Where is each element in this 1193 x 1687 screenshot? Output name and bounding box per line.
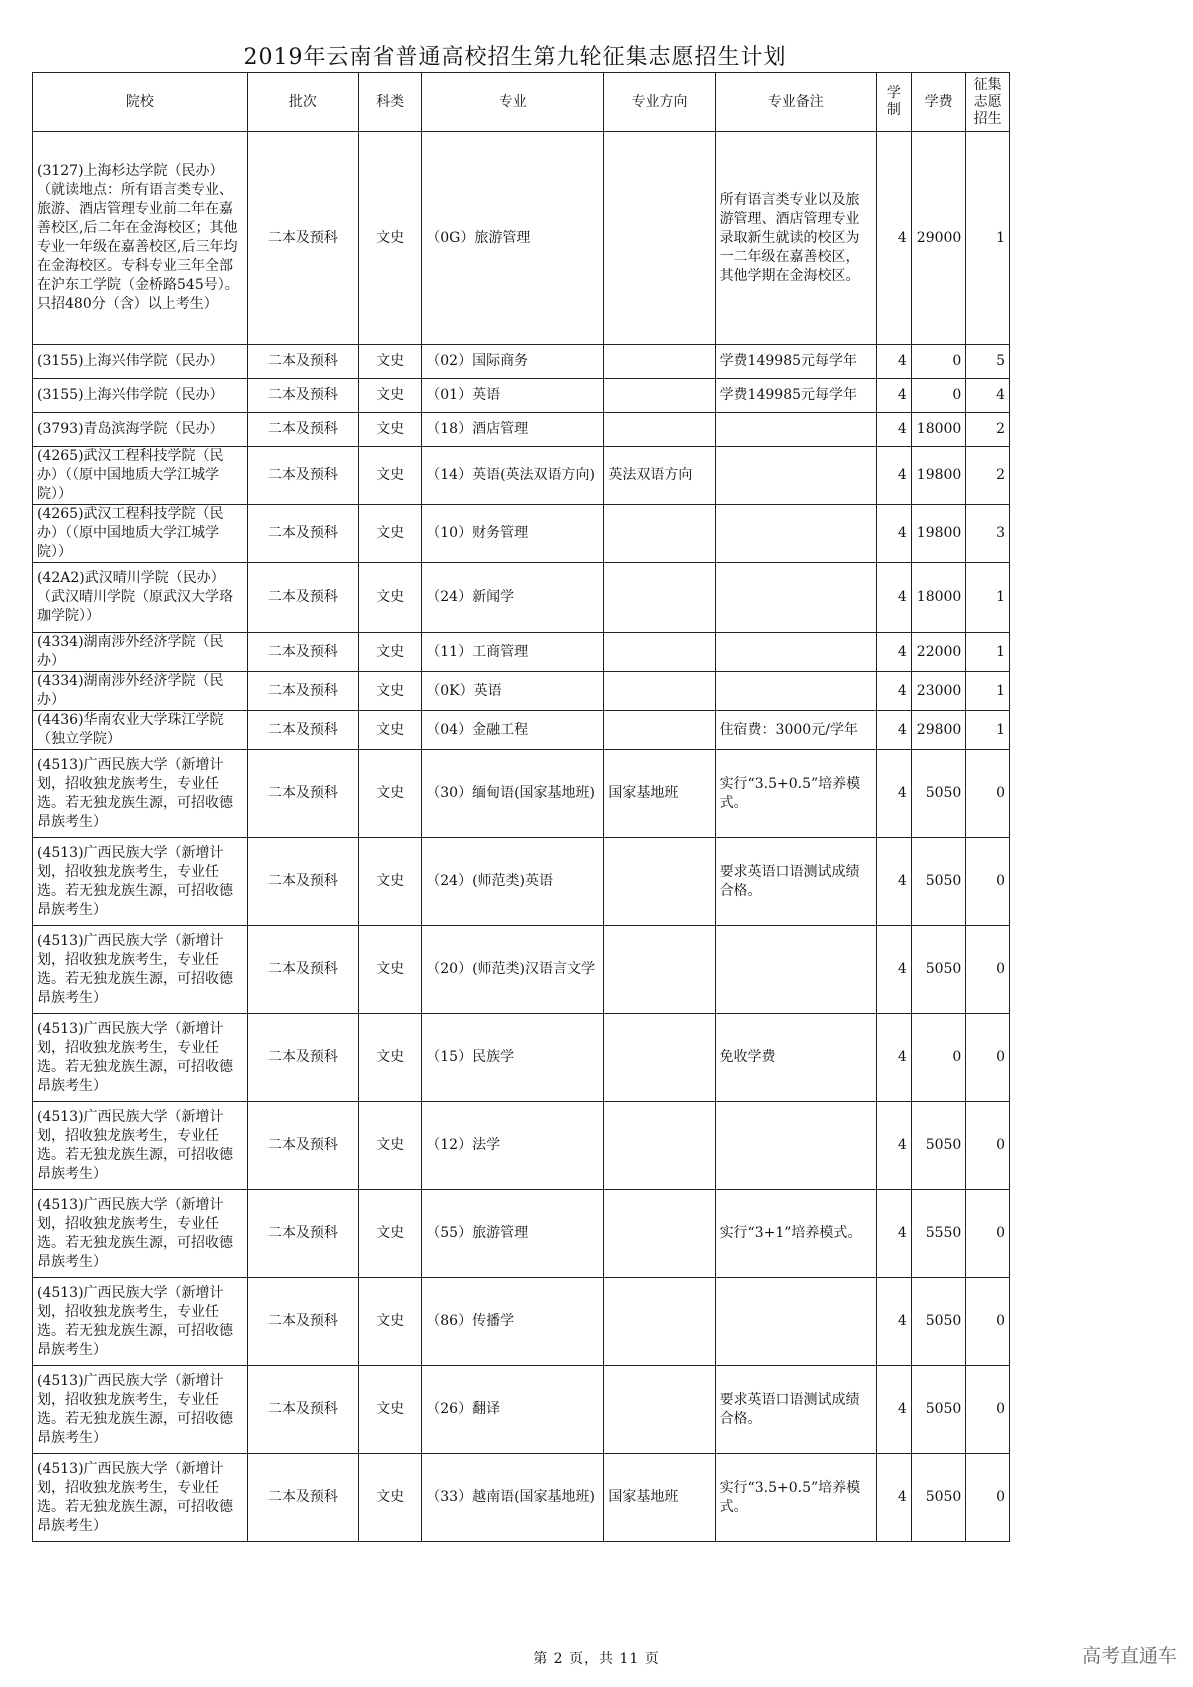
cell-direction: 国家基地班 — [604, 1454, 715, 1542]
cell-fee: 0 — [911, 1014, 966, 1102]
cell-category: 文史 — [359, 379, 422, 413]
cell-fee: 5050 — [911, 1366, 966, 1454]
cell-batch: 二本及预科 — [247, 750, 358, 838]
cell-school: (42A2)武汉晴川学院（民办）（武汉晴川学院（原武汉大学珞珈学院）） — [33, 563, 248, 633]
cell-category: 文史 — [359, 1014, 422, 1102]
cell-quota: 1 — [966, 711, 1010, 750]
cell-direction — [604, 1366, 715, 1454]
cell-direction: 英法双语方向 — [604, 447, 715, 505]
cell-batch: 二本及预科 — [247, 1102, 358, 1190]
table-row — [33, 1102, 1010, 1190]
cell-direction — [604, 379, 715, 413]
table-row — [33, 505, 1010, 563]
cell-major: （18）酒店管理 — [422, 413, 604, 447]
cell-batch: 二本及预科 — [247, 711, 358, 750]
cell-category: 文史 — [359, 750, 422, 838]
cell-batch: 二本及预科 — [247, 1014, 358, 1102]
cell-major: （14）英语(英法双语方向) — [422, 447, 604, 505]
cell-years: 4 — [876, 447, 911, 505]
cell-category: 文史 — [359, 413, 422, 447]
table-row — [33, 838, 1010, 926]
header-major: 专业 — [422, 73, 604, 132]
header-years: 学制 — [876, 73, 911, 132]
cell-category: 文史 — [359, 1454, 422, 1542]
cell-years: 4 — [876, 1190, 911, 1278]
cell-school: (4513)广西民族大学（新增计划，招收独龙族考生，专业任选。若无独龙族生源，可招收德昂族考生） — [33, 1102, 248, 1190]
cell-major: （12）法学 — [422, 1102, 604, 1190]
cell-school: (4334)湖南涉外经济学院（民办） — [33, 672, 248, 711]
cell-batch: 二本及预科 — [247, 838, 358, 926]
cell-major: （02）国际商务 — [422, 345, 604, 379]
cell-years: 4 — [876, 838, 911, 926]
cell-school: (4513)广西民族大学（新增计划，招收独龙族考生，专业任选。若无独龙族生源，可招收德昂族考生） — [33, 838, 248, 926]
cell-major: （20）(师范类)汉语言文学 — [422, 926, 604, 1014]
cell-direction: 国家基地班 — [604, 750, 715, 838]
header-direction: 专业方向 — [604, 73, 715, 132]
cell-years: 4 — [876, 413, 911, 447]
table-row — [33, 379, 1010, 413]
watermark: 高考直通车 — [1081, 1645, 1177, 1667]
cell-fee: 22000 — [911, 633, 966, 672]
cell-school: (3155)上海兴伟学院（民办） — [33, 345, 248, 379]
cell-years: 4 — [876, 672, 911, 711]
cell-quota: 0 — [966, 1454, 1010, 1542]
cell-remark — [715, 1102, 876, 1190]
cell-fee: 19800 — [911, 505, 966, 563]
cell-quota: 0 — [966, 1190, 1010, 1278]
cell-remark — [715, 563, 876, 633]
cell-batch: 二本及预科 — [247, 447, 358, 505]
cell-batch: 二本及预科 — [247, 672, 358, 711]
cell-direction — [604, 563, 715, 633]
cell-direction — [604, 1190, 715, 1278]
cell-category: 文史 — [359, 926, 422, 1014]
cell-major: （04）金融工程 — [422, 711, 604, 750]
cell-major: （24）新闻学 — [422, 563, 604, 633]
cell-direction — [604, 1102, 715, 1190]
header-quota: 征集志愿招生 — [966, 73, 1010, 132]
cell-category: 文史 — [359, 345, 422, 379]
cell-category: 文史 — [359, 447, 422, 505]
cell-quota: 0 — [966, 1278, 1010, 1366]
cell-fee: 18000 — [911, 413, 966, 447]
table-row — [33, 633, 1010, 672]
table-row — [33, 1190, 1010, 1278]
cell-quota: 0 — [966, 1102, 1010, 1190]
cell-school: (4436)华南农业大学珠江学院（独立学院） — [33, 711, 248, 750]
cell-category: 文史 — [359, 1366, 422, 1454]
cell-batch: 二本及预科 — [247, 563, 358, 633]
cell-category: 文史 — [359, 711, 422, 750]
cell-batch: 二本及预科 — [247, 413, 358, 447]
cell-school: (3793)青岛滨海学院（民办） — [33, 413, 248, 447]
table-row — [33, 345, 1010, 379]
cell-remark: 学费149985元每学年 — [715, 379, 876, 413]
cell-remark — [715, 672, 876, 711]
cell-category: 文史 — [359, 633, 422, 672]
cell-fee: 5050 — [911, 750, 966, 838]
cell-direction — [604, 926, 715, 1014]
cell-direction — [604, 505, 715, 563]
cell-direction — [604, 672, 715, 711]
cell-direction — [604, 711, 715, 750]
cell-fee: 5050 — [911, 838, 966, 926]
cell-fee: 18000 — [911, 563, 966, 633]
cell-quota: 1 — [966, 672, 1010, 711]
cell-quota: 4 — [966, 379, 1010, 413]
cell-remark: 免收学费 — [715, 1014, 876, 1102]
table-header-row — [33, 73, 1010, 132]
cell-fee: 5050 — [911, 1102, 966, 1190]
cell-batch: 二本及预科 — [247, 1190, 358, 1278]
page-footer: 第 2 页，共 11 页 — [533, 1651, 660, 1667]
cell-quota: 1 — [966, 633, 1010, 672]
cell-school: (3127)上海杉达学院（民办）（就读地点：所有语言类专业、旅游、酒店管理专业前二年在嘉善校区,后二年在金海校区；其他专业一年级在嘉善校区,后三年均在金海校区。专科专业三年全部在沪东工学院（金桥路545号）。只招480分（含）以上考生） — [33, 132, 248, 345]
cell-batch: 二本及预科 — [247, 505, 358, 563]
cell-remark — [715, 633, 876, 672]
cell-major: （30）缅甸语(国家基地班) — [422, 750, 604, 838]
cell-fee: 5050 — [911, 1454, 966, 1542]
cell-major: （24）(师范类)英语 — [422, 838, 604, 926]
table-row — [33, 413, 1010, 447]
cell-fee: 29800 — [911, 711, 966, 750]
cell-major: （55）旅游管理 — [422, 1190, 604, 1278]
cell-quota: 2 — [966, 413, 1010, 447]
cell-major: （26）翻译 — [422, 1366, 604, 1454]
cell-direction — [604, 413, 715, 447]
cell-direction — [604, 345, 715, 379]
cell-school: (4265)武汉工程科技学院（民办）（（原中国地质大学江城学院）） — [33, 505, 248, 563]
table-row — [33, 447, 1010, 505]
cell-batch: 二本及预科 — [247, 633, 358, 672]
cell-batch: 二本及预科 — [247, 1366, 358, 1454]
cell-direction — [604, 633, 715, 672]
cell-remark: 实行“3.5+0.5”培养模式。 — [715, 750, 876, 838]
cell-category: 文史 — [359, 1190, 422, 1278]
cell-fee: 5050 — [911, 926, 966, 1014]
cell-years: 4 — [876, 1278, 911, 1366]
table-row — [33, 132, 1010, 345]
cell-school: (4265)武汉工程科技学院（民办）（（原中国地质大学江城学院）） — [33, 447, 248, 505]
cell-major: （0K）英语 — [422, 672, 604, 711]
cell-remark — [715, 447, 876, 505]
cell-school: (4513)广西民族大学（新增计划，招收独龙族考生，专业任选。若无独龙族生源，可招收德昂族考生） — [33, 1454, 248, 1542]
cell-quota: 0 — [966, 750, 1010, 838]
header-batch: 批次 — [247, 73, 358, 132]
cell-fee: 0 — [911, 345, 966, 379]
header-category: 科类 — [359, 73, 422, 132]
cell-quota: 5 — [966, 345, 1010, 379]
cell-quota: 0 — [966, 1366, 1010, 1454]
cell-remark: 要求英语口语测试成绩合格。 — [715, 1366, 876, 1454]
cell-quota: 0 — [966, 926, 1010, 1014]
cell-category: 文史 — [359, 563, 422, 633]
cell-major: （01）英语 — [422, 379, 604, 413]
cell-school: (4334)湖南涉外经济学院（民办） — [33, 633, 248, 672]
cell-remark — [715, 926, 876, 1014]
cell-years: 4 — [876, 750, 911, 838]
cell-years: 4 — [876, 379, 911, 413]
cell-category: 文史 — [359, 505, 422, 563]
cell-major: （11）工商管理 — [422, 633, 604, 672]
cell-fee: 0 — [911, 379, 966, 413]
cell-remark — [715, 413, 876, 447]
cell-category: 文史 — [359, 1102, 422, 1190]
cell-remark: 实行“3+1”培养模式。 — [715, 1190, 876, 1278]
header-remark: 专业备注 — [715, 73, 876, 132]
table-body — [33, 132, 1010, 1542]
cell-quota: 2 — [966, 447, 1010, 505]
table-row — [33, 1454, 1010, 1542]
cell-major: （10）财务管理 — [422, 505, 604, 563]
header-school: 院校 — [33, 73, 248, 132]
cell-quota: 1 — [966, 132, 1010, 345]
cell-direction — [604, 132, 715, 345]
cell-remark — [715, 1278, 876, 1366]
cell-years: 4 — [876, 1102, 911, 1190]
cell-remark — [715, 505, 876, 563]
cell-category: 文史 — [359, 838, 422, 926]
cell-batch: 二本及预科 — [247, 379, 358, 413]
cell-fee: 23000 — [911, 672, 966, 711]
cell-batch: 二本及预科 — [247, 1278, 358, 1366]
cell-remark: 实行“3.5+0.5”培养模式。 — [715, 1454, 876, 1542]
cell-major: （33）越南语(国家基地班) — [422, 1454, 604, 1542]
cell-years: 4 — [876, 132, 911, 345]
cell-batch: 二本及预科 — [247, 345, 358, 379]
cell-major: （86）传播学 — [422, 1278, 604, 1366]
table-row — [33, 1014, 1010, 1102]
cell-school: (4513)广西民族大学（新增计划，招收独龙族考生，专业任选。若无独龙族生源，可招收德昂族考生） — [33, 1278, 248, 1366]
cell-fee: 19800 — [911, 447, 966, 505]
table-row — [33, 750, 1010, 838]
enrollment-plan-table — [32, 72, 1010, 1542]
cell-school: (4513)广西民族大学（新增计划，招收独龙族考生，专业任选。若无独龙族生源，可招收德昂族考生） — [33, 1190, 248, 1278]
header-fee: 学费 — [911, 73, 966, 132]
cell-quota: 0 — [966, 838, 1010, 926]
cell-years: 4 — [876, 711, 911, 750]
table-row — [33, 711, 1010, 750]
table-row — [33, 926, 1010, 1014]
table-row — [33, 563, 1010, 633]
table-row — [33, 1278, 1010, 1366]
cell-remark: 住宿费：3000元/学年 — [715, 711, 876, 750]
cell-remark: 学费149985元每学年 — [715, 345, 876, 379]
cell-category: 文史 — [359, 1278, 422, 1366]
cell-direction — [604, 838, 715, 926]
cell-category: 文史 — [359, 132, 422, 345]
cell-quota: 1 — [966, 563, 1010, 633]
cell-direction — [604, 1278, 715, 1366]
cell-years: 4 — [876, 345, 911, 379]
cell-fee: 5550 — [911, 1190, 966, 1278]
cell-remark: 所有语言类专业以及旅游管理、酒店管理专业录取新生就读的校区为一二年级在嘉善校区，其他学期在金海校区。 — [715, 132, 876, 345]
cell-school: (4513)广西民族大学（新增计划，招收独龙族考生，专业任选。若无独龙族生源，可招收德昂族考生） — [33, 1014, 248, 1102]
table-row — [33, 1366, 1010, 1454]
cell-batch: 二本及预科 — [247, 132, 358, 345]
cell-school: (4513)广西民族大学（新增计划，招收独龙族考生，专业任选。若无独龙族生源，可招收德昂族考生） — [33, 926, 248, 1014]
cell-batch: 二本及预科 — [247, 926, 358, 1014]
cell-direction — [604, 1014, 715, 1102]
cell-years: 4 — [876, 1366, 911, 1454]
cell-school: (4513)广西民族大学（新增计划，招收独龙族考生，专业任选。若无独龙族生源，可招收德昂族考生） — [33, 750, 248, 838]
cell-years: 4 — [876, 633, 911, 672]
cell-quota: 3 — [966, 505, 1010, 563]
cell-years: 4 — [876, 505, 911, 563]
cell-school: (3155)上海兴伟学院（民办） — [33, 379, 248, 413]
cell-category: 文史 — [359, 672, 422, 711]
cell-fee: 5050 — [911, 1278, 966, 1366]
cell-major: （15）民族学 — [422, 1014, 604, 1102]
table-row — [33, 672, 1010, 711]
cell-batch: 二本及预科 — [247, 1454, 358, 1542]
cell-years: 4 — [876, 926, 911, 1014]
cell-school: (4513)广西民族大学（新增计划，招收独龙族考生，专业任选。若无独龙族生源，可招收德昂族考生） — [33, 1366, 248, 1454]
cell-years: 4 — [876, 1014, 911, 1102]
cell-quota: 0 — [966, 1014, 1010, 1102]
cell-major: （0G）旅游管理 — [422, 132, 604, 345]
cell-fee: 29000 — [911, 132, 966, 345]
cell-years: 4 — [876, 1454, 911, 1542]
cell-remark: 要求英语口语测试成绩合格。 — [715, 838, 876, 926]
cell-years: 4 — [876, 563, 911, 633]
page-title: 2019年云南省普通高校招生第九轮征集志愿招生计划 — [243, 45, 787, 70]
